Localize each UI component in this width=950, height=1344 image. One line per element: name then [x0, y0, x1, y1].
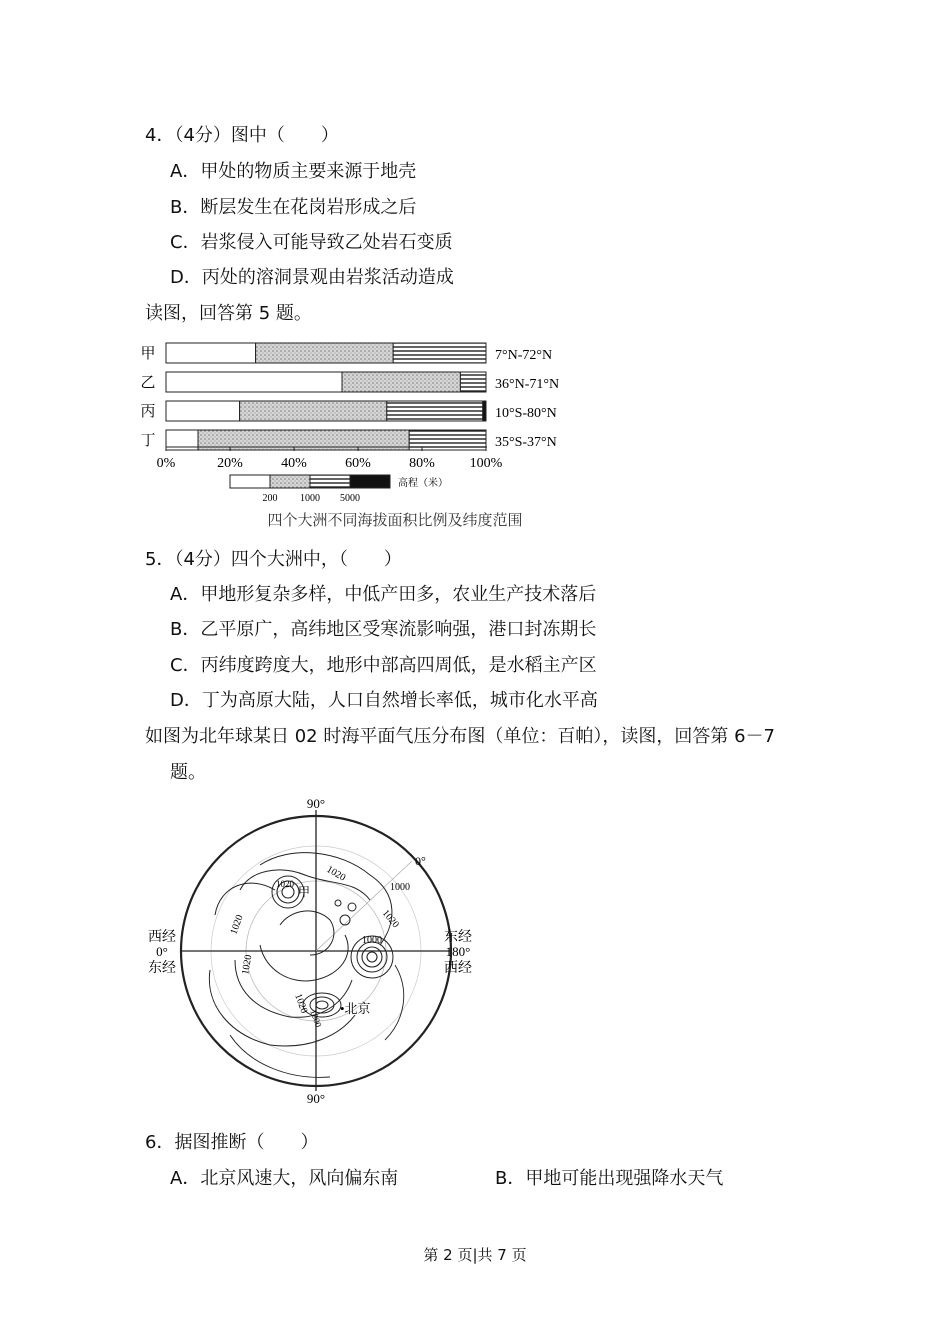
isobar-label: 1000 — [362, 935, 382, 946]
jia-label: 甲 — [298, 885, 311, 899]
q6-option-a: A．北京风速大，风向偏东南 — [170, 1168, 399, 1189]
legend-label: 5000 — [340, 493, 360, 504]
q5-stem: 5．（4分）四个大洲中，（ ） — [145, 549, 402, 570]
legend-label: 200 — [262, 493, 278, 504]
q4-option-d: D．丙处的溶洞景观由岩浆活动造成 — [170, 267, 454, 288]
q4-option-b: B．断层发生在花岗岩形成之后 — [170, 197, 417, 218]
page-footer: 第 2 页|共 7 页 — [423, 1246, 527, 1264]
bar-segment — [342, 372, 460, 392]
q5-option-c: C．丙纬度跨度大，地形中部高四周低，是水稻主产区 — [170, 655, 597, 676]
q6-stem: 6．据图推断（ ） — [145, 1132, 319, 1153]
pressure-map — [140, 795, 480, 1105]
q67-intro-line2: 题。 — [170, 762, 206, 783]
x-tick-label: 80% — [409, 456, 435, 471]
bar-segment — [393, 343, 486, 363]
map-left-label-2: 0° — [156, 944, 168, 959]
q4-option-c: C．岩浆侵入可能导致乙处岩石变质 — [170, 232, 453, 253]
legend-swatch — [230, 475, 270, 488]
category-label: 乙 — [140, 375, 156, 391]
map-right-label-2: 180° — [445, 944, 471, 959]
q5-option-b: B．乙平原广，高纬地区受寒流影响强，港口封冻期长 — [170, 619, 597, 640]
map-bottom-label: 90° — [306, 1091, 326, 1105]
isobar-label: 1000 — [390, 882, 410, 893]
latitude-label: 10°S-80°N — [495, 406, 557, 421]
latitude-label: 36°N-71°N — [495, 377, 560, 392]
bar-segment — [483, 401, 486, 421]
isobar-label: 1020 — [276, 879, 294, 889]
bar-segment — [166, 343, 256, 363]
isobar-label: 1020 — [240, 953, 255, 976]
legend-label: 1000 — [300, 493, 320, 504]
category-label: 甲 — [140, 346, 156, 362]
x-tick-label: 20% — [217, 456, 243, 471]
altitude-chart — [140, 338, 600, 533]
q67-intro-line1: 如图为北年球某日 02 时海平面气压分布图（单位：百帕），读图，回答第 6－7 — [145, 726, 775, 747]
latitude-label: 7°N-72°N — [495, 348, 553, 363]
map-right-label-1: 东经 — [444, 930, 472, 945]
bar-segment — [166, 372, 342, 392]
x-tick-label: 40% — [281, 456, 307, 471]
map-top-label: 90° — [306, 796, 326, 811]
map-zero-label: 0° — [415, 854, 426, 868]
bar-segment — [240, 401, 387, 421]
map-right-label-3: 西经 — [444, 961, 472, 976]
q6-option-b: B．甲地可能出现强降水天气 — [495, 1168, 724, 1189]
bar-segment — [166, 401, 240, 421]
category-label: 丙 — [140, 404, 156, 420]
map-left-label-3: 东经 — [148, 961, 176, 976]
x-tick-label: 0% — [156, 456, 176, 471]
x-tick-label: 100% — [469, 456, 503, 471]
legend-unit: 高程（米） — [398, 478, 448, 489]
q5-intro: 读图，回答第 5 题。 — [145, 303, 312, 324]
isobar-label: 1020 — [379, 907, 401, 931]
q4-stem: 4．（4分）图中（ ） — [145, 125, 339, 146]
isobar-label: 1020 — [228, 913, 246, 937]
bar-segment — [387, 401, 483, 421]
isobar-label: 1020 — [292, 992, 310, 1015]
q5-option-d: D．丁为高原大陆，人口自然增长率低，城市化水平高 — [170, 690, 598, 711]
map-left-label-1: 西经 — [148, 930, 176, 945]
chart-title: 四个大洲不同海拔面积比例及纬度范围 — [267, 513, 523, 529]
legend-swatch — [270, 475, 310, 488]
legend-swatch — [310, 475, 350, 488]
isobar-label: 1000 — [308, 1008, 324, 1029]
bar-segment — [256, 343, 394, 363]
isobar-label: 1020 — [324, 864, 348, 884]
bar-segment — [460, 372, 486, 392]
latitude-label: 35°S-37°N — [495, 435, 557, 450]
x-tick-label: 60% — [345, 456, 371, 471]
beijing-label: •北京 — [340, 1001, 371, 1016]
q4-option-a: A．甲处的物质主要来源于地壳 — [170, 161, 417, 182]
legend-swatch — [350, 475, 390, 488]
q5-option-a: A．甲地形复杂多样，中低产田多，农业生产技术落后 — [170, 584, 597, 605]
category-label: 丁 — [140, 433, 156, 449]
